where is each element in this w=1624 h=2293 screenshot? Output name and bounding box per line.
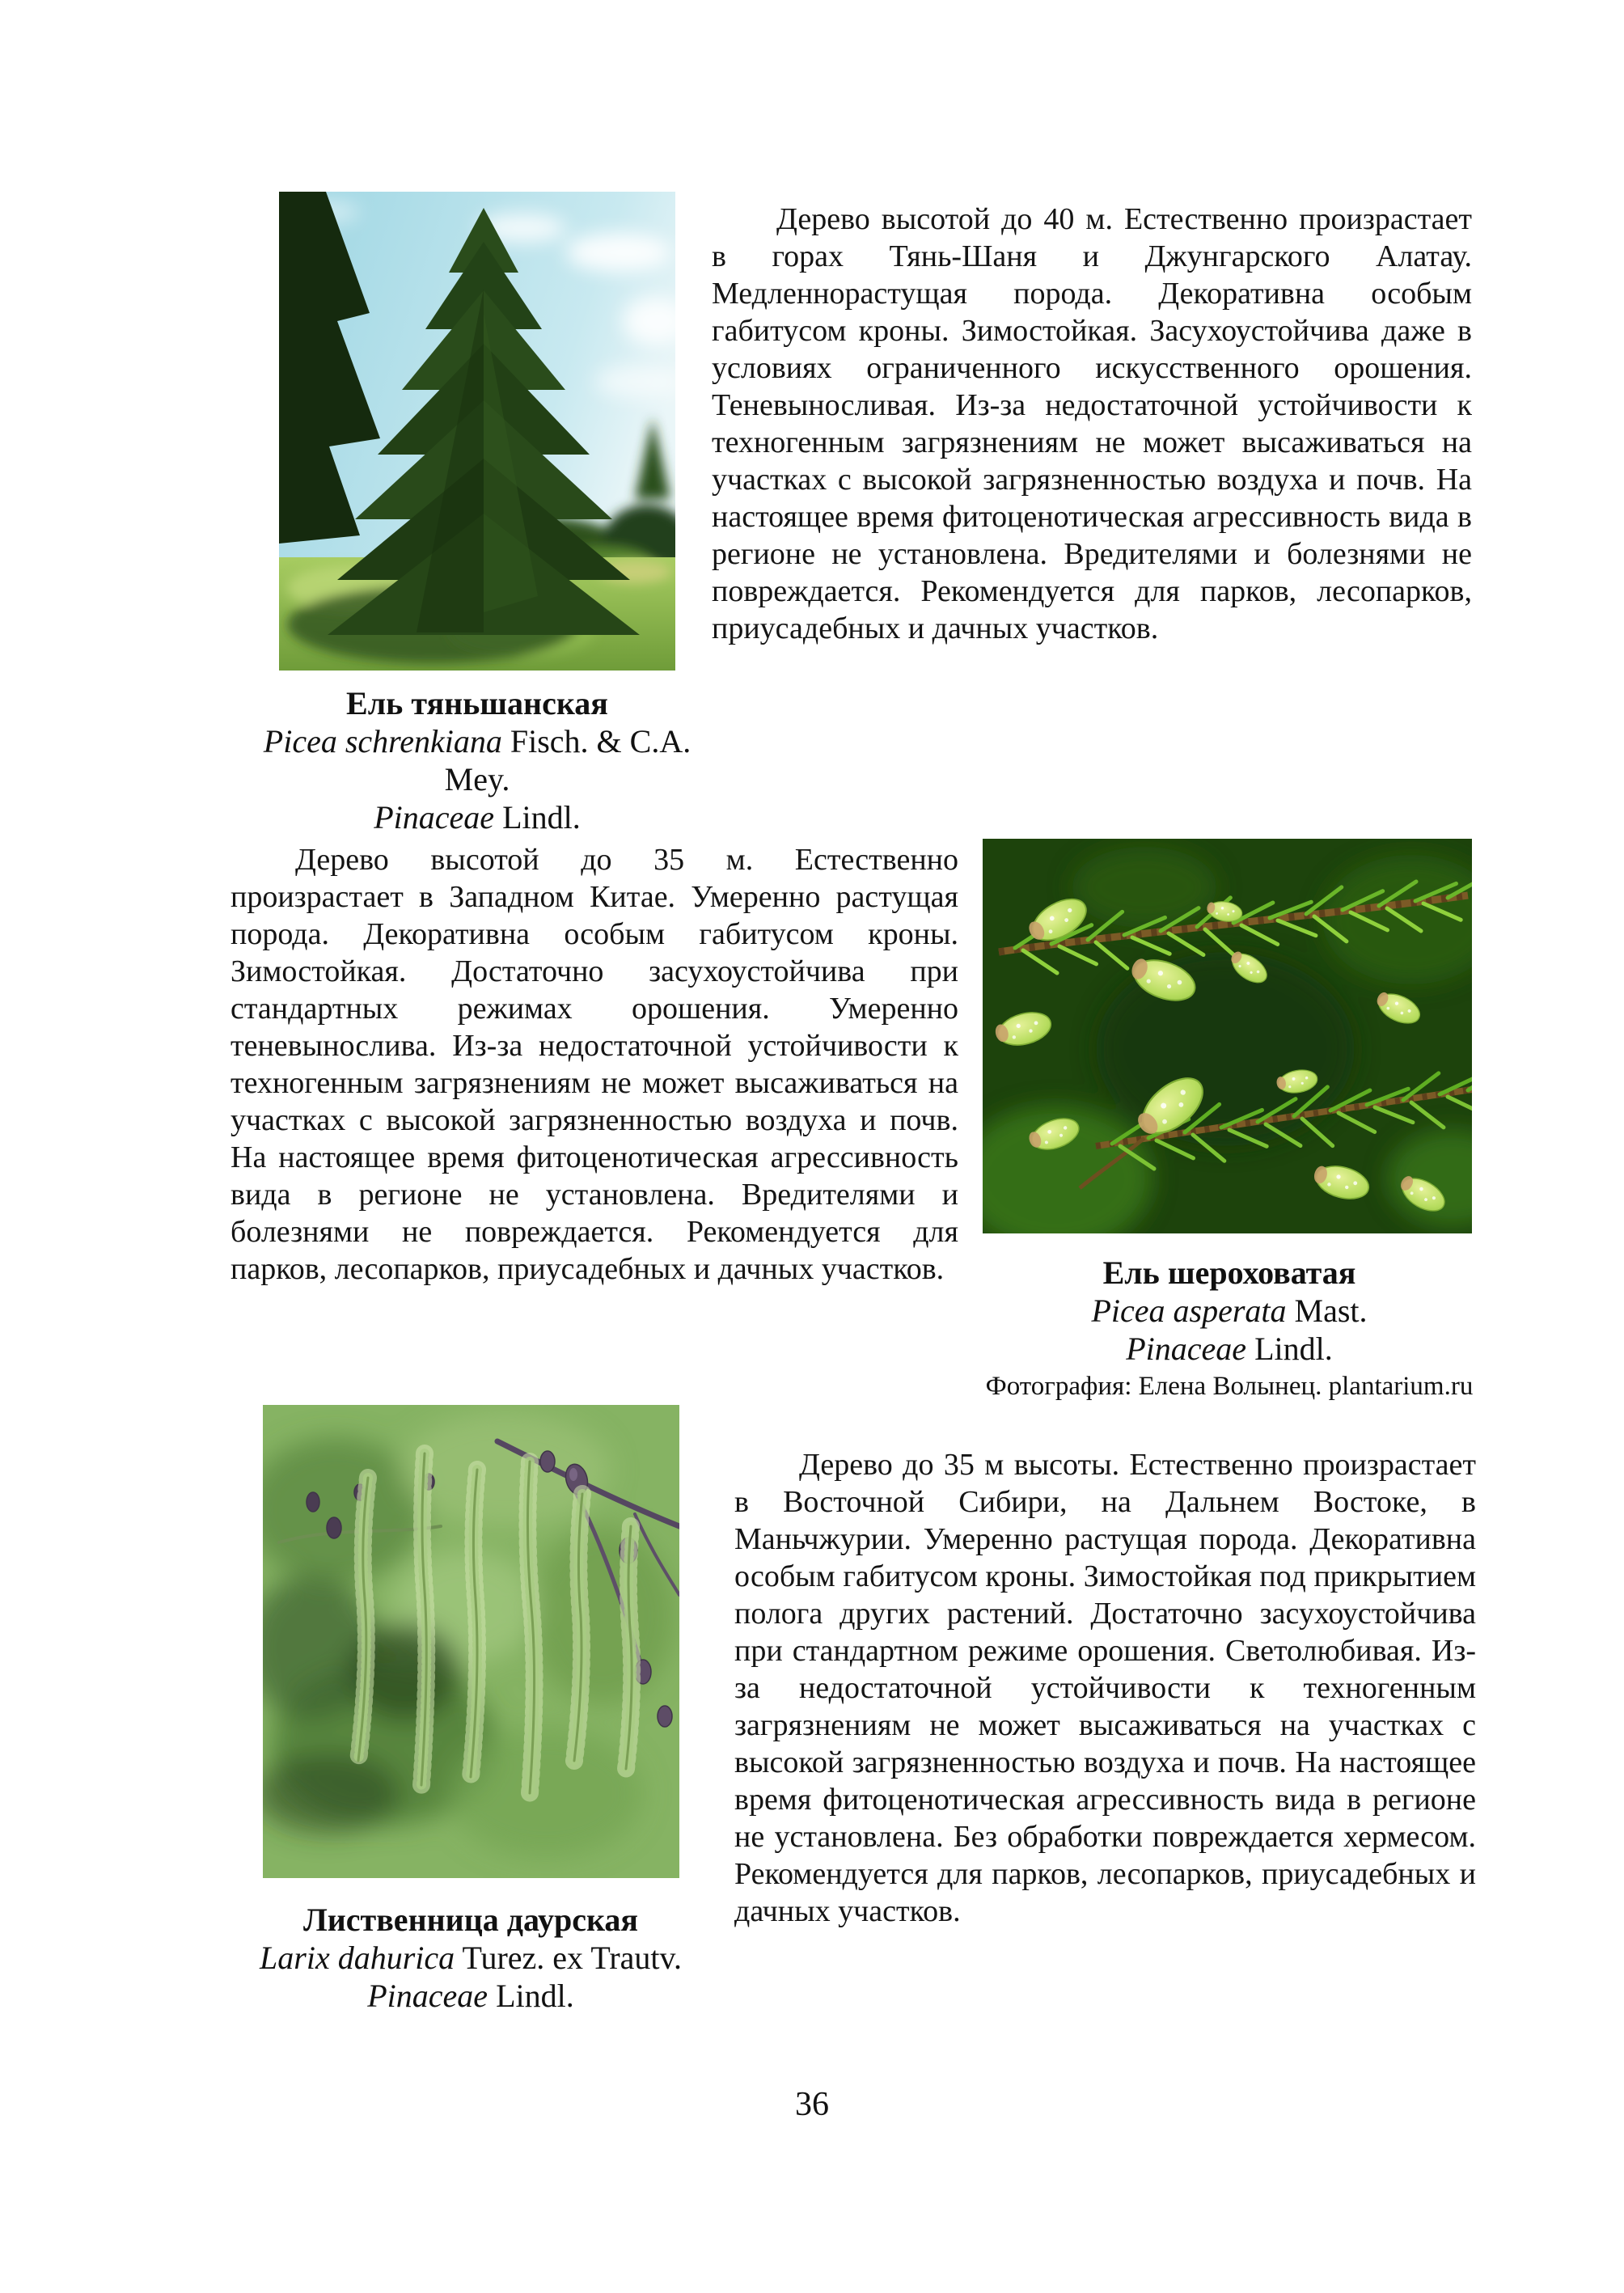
plant-latin-line (954, 1292, 1504, 1330)
plant-family-line (954, 1330, 1504, 1368)
plant-common-name: Лиственница даурская (302, 1902, 639, 1938)
paragraph-larix-dahurica: Дерево до 35 м высоты. Естественно произрастает в Восточной Сибири, на Дальнем Востоке, в Маньчжурии. Умеренно растущая порода. Декоративна особым габитусом кроны. Зимостойкая под прикрытием полога других растений. Достаточно засухоустойчива при стандартном режиме орошения. Светолюбивая. Из-за недостаточной устойчивости к техногенным загрязнениям не может высаживаться на участках с высокой загрязненностью воздуха и почв. На настоящее время фитоценотическая агрессивность вида в регионе не установлена. Без обработки повреждается хермесом. Рекомендуется для парков, лесопарков, приусадебных и дачных участков. (734, 1448, 1476, 1928)
plant-latin-line (243, 722, 712, 798)
caption-larix-dahurica (212, 1901, 730, 2015)
family-authority: Lindl. (1254, 1331, 1333, 1367)
paragraph-picea-asperata: Дерево высотой до 35 м. Естественно произрастает в Западном Китае. Умеренно растущая порода. Декоративна особым габитусом кроны. Зимостойкая. Достаточно засухоустойчива при стандартных режимах орошения. Умеренно теневынослива. Из-за недостаточной устойчивости к техногенным загрязнениям не может высаживаться на участках с высокой загрязненностью воздуха и почв. На настоящее время фитоценотическая агрессивность вида в регионе не установлена. Вредителями и болезнями не повреждается. Рекомендуется для парков, лесопарков, приусадебных и дачных участков. (230, 843, 958, 1286)
latin-authority: Fisch. & C.A. Mey. (444, 723, 691, 797)
latin-name: Larix dahurica (260, 1940, 455, 1976)
page-number: 36 (795, 2086, 829, 2123)
caption-picea-asperata (954, 1254, 1504, 1405)
plant-common-name: Ель тяньшанская (346, 685, 608, 721)
latin-authority: Turez. ex Trautv. (462, 1940, 682, 1976)
photo-spruce-tree (279, 192, 675, 671)
latin-name: Picea schrenkiana (263, 723, 502, 759)
family-authority: Lindl. (496, 1978, 574, 2014)
photo-credit: Фотография: Елена Волынец. plantarium.ru (985, 1372, 1474, 1401)
latin-name: Picea asperata (1091, 1292, 1287, 1329)
family-name: Pinaceae (374, 799, 495, 836)
spruce-branches-illustration (983, 839, 1472, 1233)
family-authority: Lindl. (502, 799, 581, 836)
plant-family-line (212, 1977, 730, 2015)
paragraph-picea-schrenkiana: Дерево высотой до 40 м. Естественно произрастает в горах Тянь-Шаня и Джунгарского Алатау. Медленнорастущая порода. Декоративна особым габитусом кроны. Зимостойкая. Засухоустойчива даже в условиях ограниченного искусственного орошения. Теневыносливая. Из-за недостаточной устойчивости к техногенным загрязнениям не может высаживаться на участках с высокой загрязненностью воздуха и почв. На настоящее время фитоценотическая агрессивность вида в регионе не установлена. Вредителями и болезнями не повреждается. Рекомендуется для парков, лесопарков, приусадебных и дачных участков. (712, 202, 1472, 645)
larch-branches-illustration (263, 1405, 679, 1878)
caption-picea-schrenkiana (243, 684, 712, 836)
plant-latin-line (212, 1939, 730, 1977)
photo-larch-branches (263, 1405, 679, 1878)
photo-spruce-branches (983, 839, 1472, 1233)
plant-common-name: Ель шероховатая (1102, 1254, 1356, 1291)
plant-family-line (243, 798, 712, 836)
latin-authority: Mast. (1294, 1292, 1368, 1329)
spruce-tree-illustration (279, 192, 675, 671)
family-name: Pinaceae (1126, 1331, 1247, 1367)
family-name: Pinaceae (367, 1978, 488, 2014)
